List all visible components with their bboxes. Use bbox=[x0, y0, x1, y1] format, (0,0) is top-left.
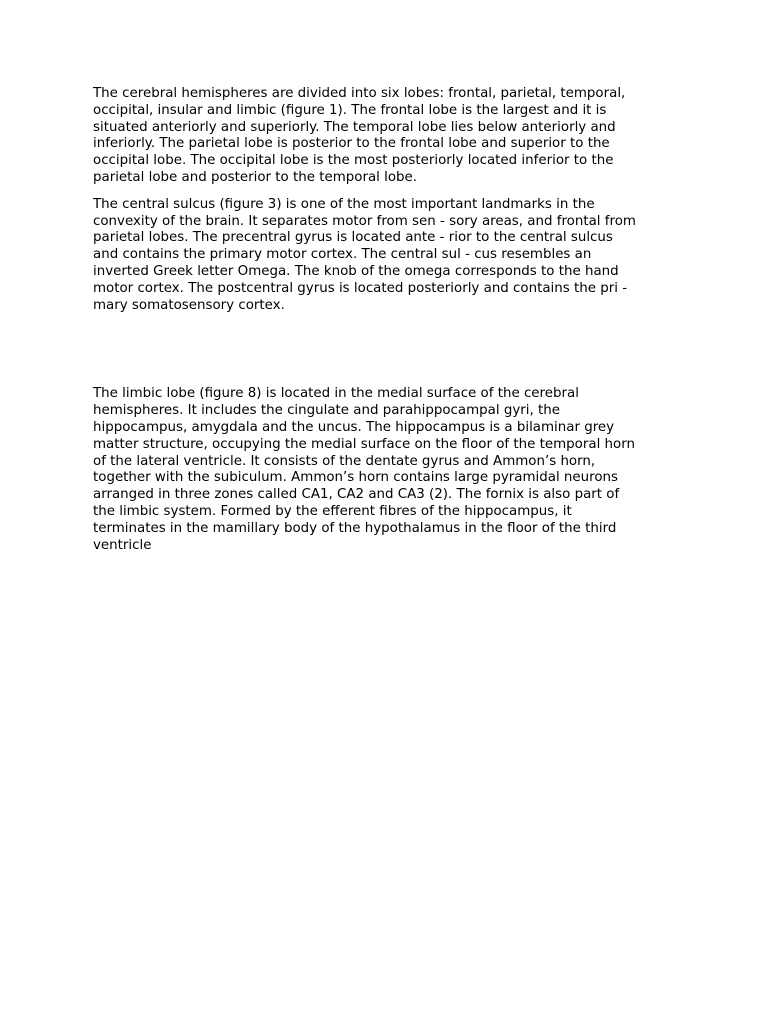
document-body bbox=[93, 86, 683, 554]
paragraph-cerebral-lobes: The cerebral hemispheres are divided into six lobes: frontal, parietal, temporal, occipital, insular and limbic (figure 1). The frontal lobe is the largest and it is situated anteriorly and superiorly. The temporal lobe lies below anteriorly and inferiorly. The parietal lobe is posterior to the frontal lobe and superior to the occipital lobe. The occipital lobe is the most posteriorly located inferior to the parietal lobe and posterior to the temporal lobe. bbox=[93, 86, 626, 185]
paragraph-limbic-lobe: The limbic lobe (figure 8) is located in the medial surface of the cerebral hemispheres. It includes the cingulate and parahippocampal gyri, the hippocampus, amygdala and the uncus. The hippocampus is a bilaminar grey matter structure, occupying the medial surface on the floor of the temporal horn of the lateral ventricle. It consists of the dentate gyrus and Ammon’s horn, together with the subiculum. Ammon’s horn contains large pyramidal neurons arranged in three zones called CA1, CA2 and CA3 (2). The fornix is also part of the limbic system. Formed by the efferent fibres of the hippocampus, it terminates in the mamillary body of the hypothalamus in the floor of the third ventricle bbox=[93, 386, 635, 553]
paragraph-central-sulcus: The central sulcus (figure 3) is one of the most important landmarks in the convexity of the brain. It separates motor from sen - sory areas, and frontal from parietal lobes. The precentral gyrus is located ante - rior to the central sulcus and contains the primary motor cortex. The central sul - cus resembles an inverted Greek letter Omega. The knob of the omega corresponds to the hand motor cortex. The postcentral gyrus is located posteriorly and contains the pri - mary somatosensory cortex. bbox=[93, 196, 636, 313]
